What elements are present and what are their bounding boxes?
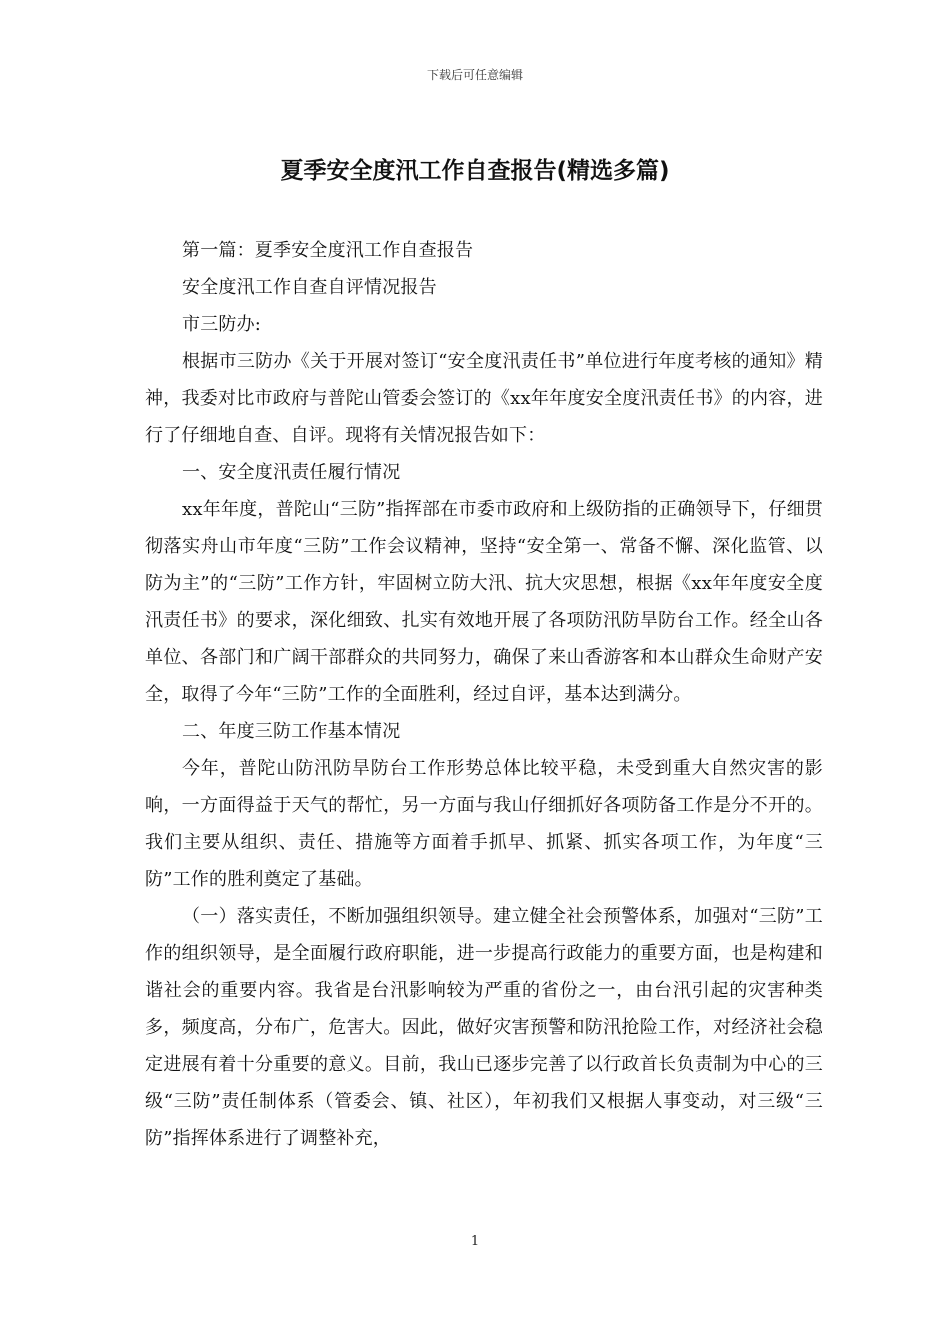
paragraph-intro: 根据市三防办《关于开展对签订“安全度汛责任书”单位进行年度考核的通知》精神，我委对比市政府与普陀山管委会签订的《xx年年度安全度汛责任书》的内容，进行了仔细地自查、自评。现将有关情况报告如下： <box>145 351 823 446</box>
header-note: 下载后可任意编辑 <box>426 68 523 82</box>
paragraph-chapter-heading: 第一篇：夏季安全度汛工作自查报告 <box>182 240 474 261</box>
document-title: 夏季安全度汛工作自查报告(精选多篇) <box>280 158 670 184</box>
page-number: 1 <box>470 1234 480 1249</box>
paragraph-section-1-heading: 一、安全度汛责任履行情况 <box>182 462 401 483</box>
paragraph-section-2-heading: 二、年度三防工作基本情况 <box>182 721 401 742</box>
paragraph-section-1-body: xx年年度，普陀山“三防”指挥部在市委市政府和上级防指的正确领导下，仔细贯彻落实舟山市年度“三防”工作会议精神，坚持“安全第一、常备不懈、深化监管、以防为主”的“三防”工作方针，牢固树立防大汛、抗大灾思想，根据《xx年年度安全度汛责任书》的要求，深化细致、扎实有效地开展了各项防汛防旱防台工作。经全山各单位、各部门和广阔干部群众的共同努力，确保了来山香游客和本山群众生命财产安全，取得了今年“三防”工作的全面胜利，经过自评，基本达到满分。 <box>145 499 823 705</box>
paragraph-recipient: 市三防办: <box>182 314 262 335</box>
paragraph-report-title: 安全度汛工作自查自评情况报告 <box>182 277 437 298</box>
document-body <box>145 232 823 1157</box>
paragraph-section-2-body: 今年，普陀山防汛防旱防台工作形势总体比较平稳，未受到重大自然灾害的影响，一方面得益于天气的帮忙，另一方面与我山仔细抓好各项防备工作是分不开的。我们主要从组织、责任、措施等方面着手抓早、抓紧、抓实各项工作，为年度“三防”工作的胜利奠定了基础。 <box>145 758 823 890</box>
paragraph-subsection-1: （一）落实责任，不断加强组织领导。建立健全社会预警体系，加强对“三防”工作的组织领导，是全面履行政府职能，进一步提高行政能力的重要方面，也是构建和谐社会的重要内容。我省是台汛影响较为严重的省份之一，由台汛引起的灾害种类多，频度高，分布广，危害大。因此，做好灾害预警和防汛抢险工作，对经济社会稳定进展有着十分重要的意义。目前，我山已逐步完善了以行政首长负责制为中心的三级“三防”责任制体系（管委会、镇、社区），年初我们又根据人事变动，对三级“三防”指挥体系进行了调整补充， <box>145 906 823 1149</box>
